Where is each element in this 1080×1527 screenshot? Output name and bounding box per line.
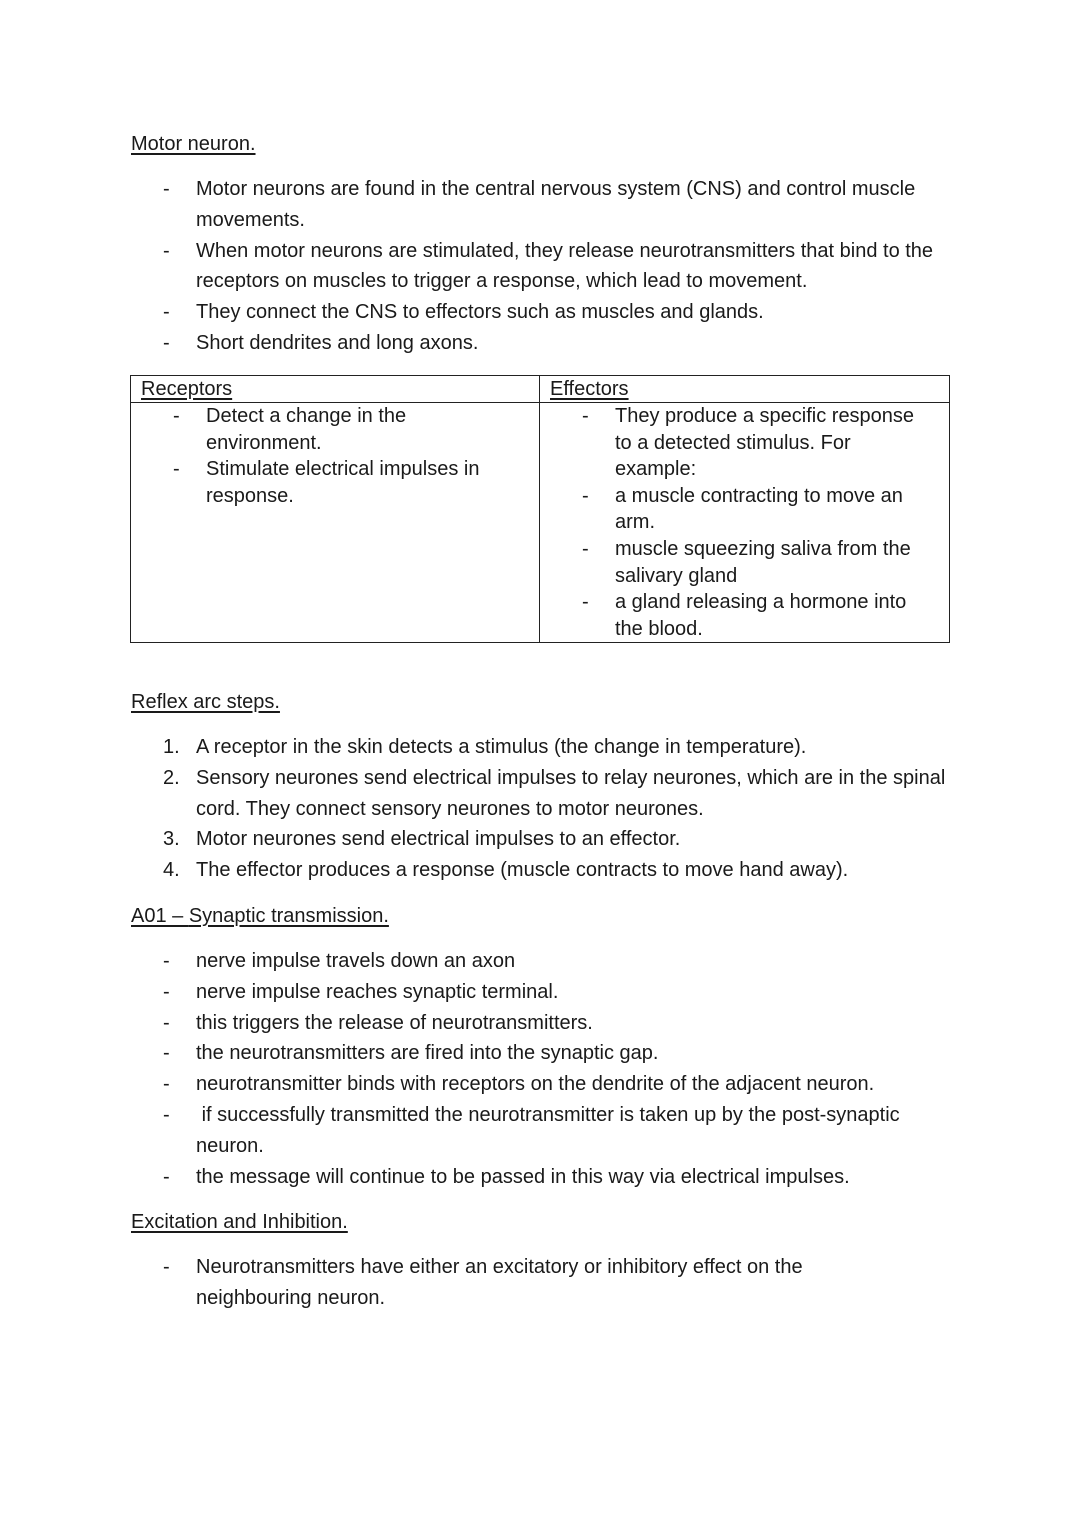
bullet-dash: - bbox=[163, 950, 170, 972]
list-item bbox=[131, 946, 961, 977]
list-item-text: Sensory neurones send electrical impulses to relay neurones, which are in the spinal cord. They connect sensory neurones to motor neurones. bbox=[196, 766, 946, 820]
section-heading-synaptic-transmission bbox=[131, 904, 389, 928]
list-item-text: Neurotransmitters have either an excitatory or inhibitory effect on the neighbouring neuron. bbox=[196, 1256, 803, 1309]
bullet-dash: - bbox=[173, 405, 180, 427]
list-item-text: Stimulate electrical impulses in response. bbox=[206, 458, 480, 507]
list-item-text: nerve impulse reaches synaptic terminal. bbox=[196, 980, 559, 1003]
bullet-dash: - bbox=[582, 405, 589, 427]
section-heading-excitation-inhibition: Excitation and Inhibition. bbox=[131, 1211, 348, 1233]
receptors-effectors-table bbox=[130, 375, 950, 643]
bullet-dash: - bbox=[173, 458, 180, 481]
bullet-dash: - bbox=[163, 331, 170, 354]
list-item bbox=[131, 1008, 961, 1039]
list-item-text: They connect the CNS to effectors such as muscles and glands. bbox=[196, 301, 764, 324]
list-item-text: Short dendrites and long axons. bbox=[196, 331, 479, 354]
list-item bbox=[131, 174, 951, 236]
bullet-dash: - bbox=[163, 1042, 170, 1065]
receptors-column bbox=[131, 376, 540, 642]
list-item bbox=[131, 855, 951, 886]
section-heading-motor-neuron: Motor neuron. bbox=[131, 133, 256, 155]
excitation-inhibition-list bbox=[131, 1252, 921, 1314]
list-item bbox=[131, 328, 951, 359]
list-item-text: nerve impulse travels down an axon bbox=[196, 950, 516, 972]
list-item-text: a gland releasing a hormone into the blood. bbox=[615, 591, 907, 640]
effectors-list bbox=[540, 403, 949, 642]
bullet-dash: - bbox=[163, 1011, 170, 1034]
bullet-dash: - bbox=[582, 484, 589, 507]
bullet-dash: - bbox=[163, 1073, 170, 1096]
list-item-text: When motor neurons are stimulated, they release neurotransmitters that bind to the receptors on muscles to trigger a response, which lead to movement. bbox=[196, 239, 934, 293]
step-number: 4. bbox=[163, 859, 180, 882]
list-item bbox=[131, 1038, 961, 1069]
list-item-text: the message will continue to be passed in this way via electrical impulses. bbox=[196, 1165, 850, 1188]
list-item-text: muscle squeezing saliva from the salivary gland bbox=[615, 537, 911, 587]
heading-prefix: A01 – bbox=[131, 905, 189, 927]
receptors-header: Receptors bbox=[131, 376, 539, 403]
motor-neuron-list bbox=[131, 174, 951, 359]
bullet-dash: - bbox=[163, 1256, 170, 1278]
list-item bbox=[540, 536, 949, 589]
list-item-text: A receptor in the skin detects a stimulus (the change in temperature). bbox=[196, 736, 807, 758]
synaptic-transmission-list bbox=[131, 946, 961, 1192]
list-item bbox=[540, 483, 949, 536]
bullet-dash: - bbox=[163, 178, 170, 200]
reflex-arc-list bbox=[131, 732, 951, 886]
step-number: 3. bbox=[163, 828, 180, 851]
list-item bbox=[131, 403, 539, 456]
list-item bbox=[540, 589, 949, 642]
step-number: 2. bbox=[163, 766, 180, 789]
effectors-header: Effectors bbox=[540, 376, 949, 403]
list-item bbox=[131, 1162, 961, 1193]
heading-title: Synaptic transmission. bbox=[188, 905, 389, 927]
list-item bbox=[131, 1252, 921, 1314]
list-item-text: neurotransmitter binds with receptors on the dendrite of the adjacent neuron. bbox=[196, 1073, 875, 1096]
bullet-dash: - bbox=[163, 239, 170, 262]
list-item-text: the neurotransmitters are fired into the synaptic gap. bbox=[196, 1042, 659, 1065]
list-item-text: Detect a change in the environment. bbox=[206, 405, 407, 454]
list-item bbox=[131, 1069, 961, 1100]
bullet-dash: - bbox=[163, 980, 170, 1003]
list-item bbox=[131, 824, 951, 855]
effectors-column bbox=[540, 376, 949, 642]
step-number: 1. bbox=[163, 736, 180, 758]
list-item-text: They produce a specific response to a detected stimulus. For example: bbox=[615, 405, 915, 481]
list-item bbox=[131, 297, 951, 328]
bullet-dash: - bbox=[163, 301, 170, 324]
list-item bbox=[131, 732, 951, 763]
bullet-dash: - bbox=[582, 591, 589, 614]
bullet-dash: - bbox=[163, 1165, 170, 1188]
list-item bbox=[131, 1100, 961, 1162]
list-item-text: Motor neurons are found in the central nervous system (CNS) and control muscle movements. bbox=[196, 178, 916, 231]
list-item bbox=[131, 236, 951, 298]
list-item bbox=[131, 977, 961, 1008]
list-item bbox=[131, 456, 539, 509]
list-item-text: Motor neurones send electrical impulses to an effector. bbox=[196, 828, 681, 851]
bullet-dash: - bbox=[582, 537, 589, 560]
receptors-list bbox=[131, 403, 539, 509]
bullet-dash: - bbox=[163, 1103, 170, 1126]
list-item bbox=[131, 763, 951, 825]
list-item-text: if successfully transmitted the neurotransmitter is taken up by the post-synaptic neuron. bbox=[196, 1103, 906, 1157]
list-item-text: The effector produces a response (muscle contracts to move hand away). bbox=[196, 859, 849, 882]
list-item-text: this triggers the release of neurotransmitters. bbox=[196, 1011, 593, 1034]
section-heading-reflex-arc: Reflex arc steps. bbox=[131, 691, 280, 713]
list-item-text: a muscle contracting to move an arm. bbox=[615, 484, 903, 534]
list-item bbox=[540, 403, 949, 483]
